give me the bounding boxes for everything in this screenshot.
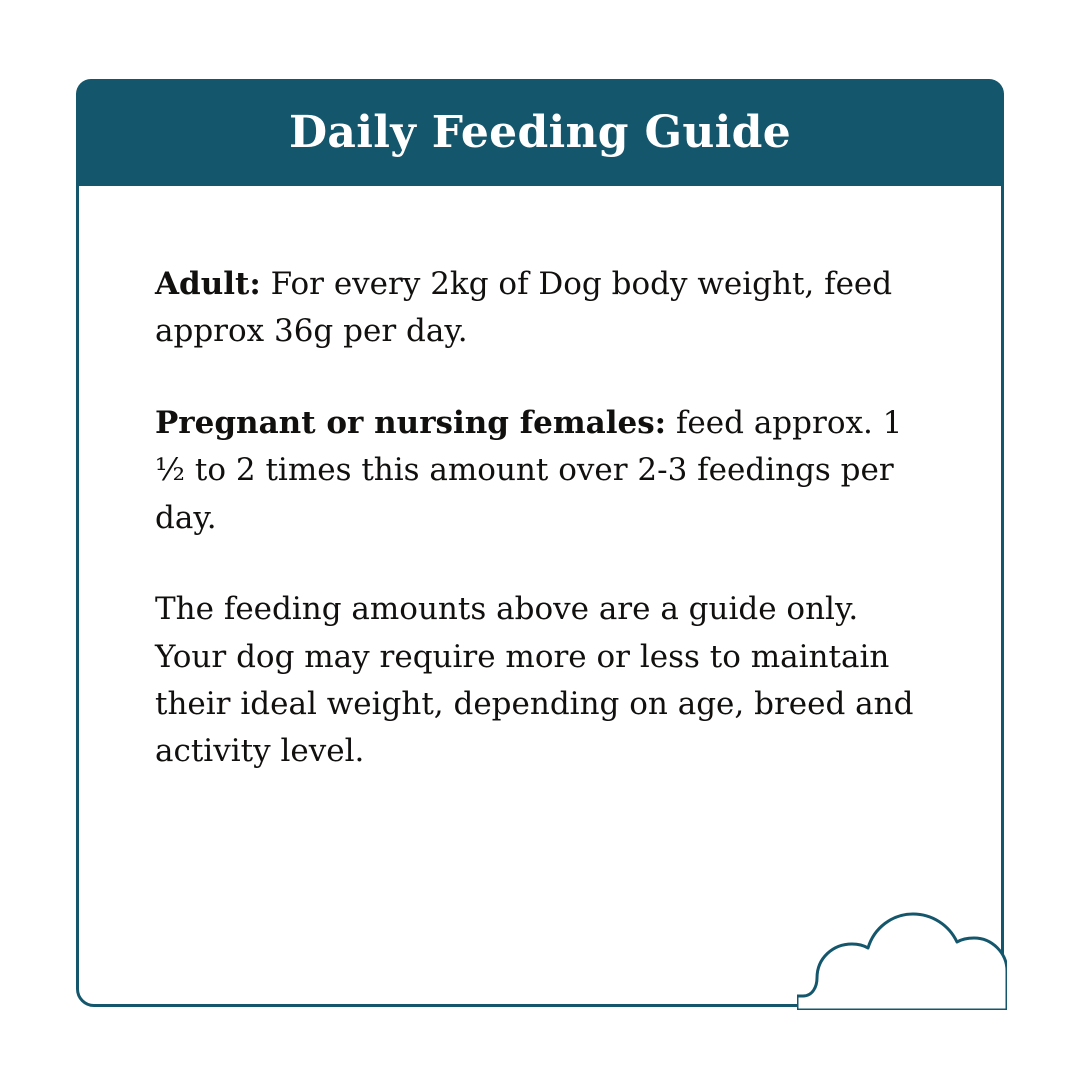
paragraph-adult-text: For every 2kg of Dog body weight, feed approx 36g per day. [155,266,893,350]
paragraph-disclaimer [155,586,915,776]
paragraph-pregnant [155,400,915,542]
paragraph-pregnant-text: feed approx. 1 ½ to 2 times this amount over 2-3 feedings per day. [155,404,903,536]
paragraph-disclaimer-text: The feeding amounts above are a guide only. Your dog may require more or less to maintain their ideal weight, depending on age, breed and activity level. [155,591,914,770]
paragraph-adult [155,261,915,356]
paragraph-pregnant-lead: Pregnant or nursing females: [155,404,667,441]
feeding-guide-card [76,79,1004,1007]
card-header [76,79,1004,186]
card-body [76,186,1004,1007]
page-title: Daily Feeding Guide [288,106,792,158]
paragraph-adult-lead: Adult: [155,266,261,302]
